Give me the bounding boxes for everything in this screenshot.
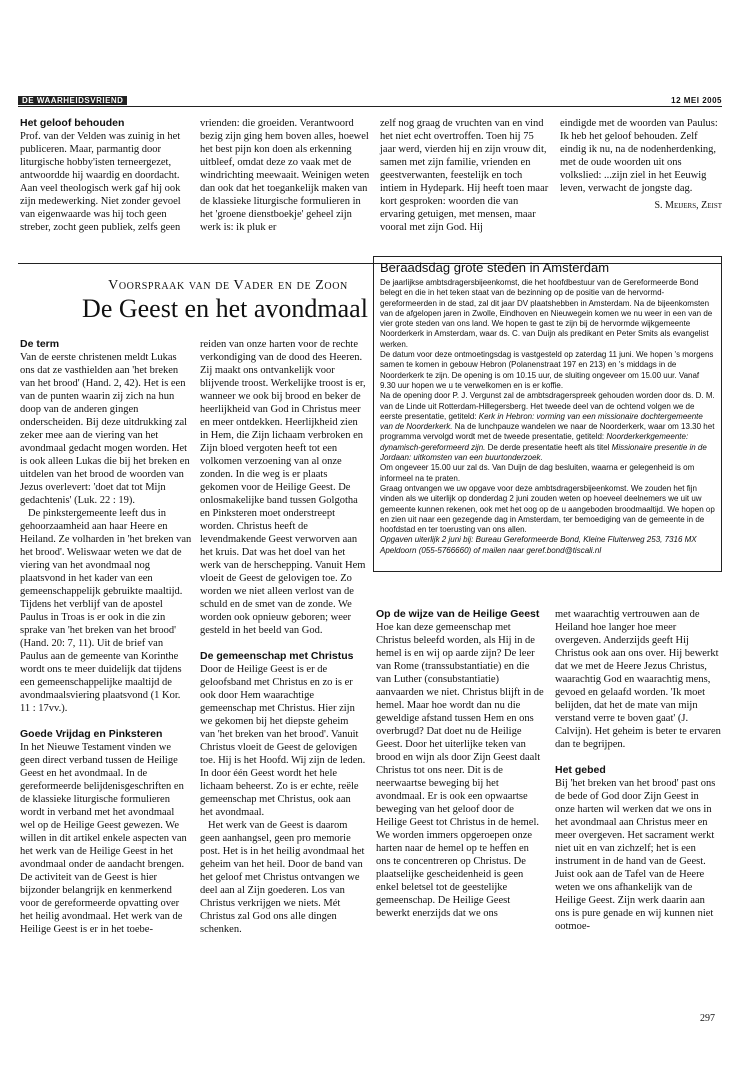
publication-name: DE WAARHEIDSVRIEND: [18, 96, 127, 105]
page-number: 297: [700, 1013, 715, 1024]
running-header: [18, 96, 722, 107]
paragraph: reiden van onze harten voor de rechte verkondiging van de dood des Heeren. Zij maakt ons ontvankelijk voor blijvende troost. Werkelijke troost is er, wanneer we ook bij brood en beker de heerlijkheid van God in Christus meer en meer ontdekken. Heerlijkheid zien in Hem, die Zijn lichaam verbroken en Zijn bloed vergoten heeft tot een volkomen verzoening van al onze zonden. In die weg is er plaats gekomen voor de Heilige Geest. De onlosmakelijke band tussen Golgotha en Pinksteren moet onderstreept worden. Christus heeft de levendmakende Geest verworven aan het kruis. Dat was het doel van het werk van de herschepping. Vanuit Hem vloeit de Geest de gelovigen toe. Zo worden we niet alleen verlost van de schuld en de smet van de zonde. We worden ook opnieuw geboren; weer gesteld in het beeld van God.: [200, 339, 366, 636]
paragraph: Van de eerste christenen meldt Lukas ons dat ze vasthielden aan 'het breken van het brood' (Hand. 2, 42). Het is een van de punten waarin zij zich na hun doop van de anderen gingen onderscheiden. Bij deze uitdrukking zal zeker mee aan de viering van het avondmaal gedacht mogen worden. Het is ook alleen Lukas die bij het breken en uitdelen van het brood de woorden van Jezus overlevert: 'doet dat tot Mijn gedachtenis' (Luk. 22 : 19).: [20, 352, 190, 506]
announcement-paragraph: De jaarlijkse ambtsdragersbijeenkomst, die het hoofdbestuur van de Gereformeerde Bond belegt en die in het teken staat van de bezinning op de positie van de hervormd-gereformeerden in de stad, zal dit jaar DV plaatshebben in Amsterdam. Na de bijeenkomsten van de afgelopen jaren in Zwolle, Eindhoven en Nieuwegein komen we nu weer in een van de vier grote steden van ons land. We hopen te gast te zijn bij de hervormde wijkgemeente Noorderkerk in Amsterdam, waar ds. C. van Duijn als predikant en Peter Smits als evangelist werken.: [380, 278, 713, 349]
article-kicker: Voorspraak van de Vader en de Zoon: [108, 278, 348, 293]
paragraph: Bij 'het breken van het brood' past ons de bede of God door Zijn Geest in onze harten wil werken dat we ons in het avondmaal aan Christus meer en meer overgeven. Het sacrament werkt niet uit en van zichzelf; het is een instrument in de hand van de Geest. Juist ook aan de Tafel van de Heere weten we ons afhankelijk van de Heilige Geest. Zijn werk daarin aan ons is pure genade en wij kunnen niet ootmoe-: [555, 778, 716, 932]
presentation-title: Kerk in Hebron: vorming van een missionaire dochtergemeente van de Noorderkerk.: [380, 411, 703, 432]
article-column-1: [20, 338, 192, 936]
top-article-text-1: Prof. van der Velden was zuinig in het publiceren. Maar, parmantig door liturgische hobby'isten terneergezet, antwoordde hij waardig en doordacht. Aan veel theologisch werk gaf hij ook zijn medewerking. Niet zonder gevoel van eigenwaarde was hij toch geen streber, zocht geen publiek, zelfs geen: [20, 131, 181, 233]
article-column-2: [200, 338, 366, 936]
announcement-paragraph: [380, 391, 715, 463]
announcement-paragraph: Graag ontvangen we uw opgave voor deze ambtsdragersbijeenkomst. We zouden het fijn vinden als we uiterlijk op donderdag 2 juni zouden weten op hoeveel deelnemers we uit uw gemeente kunnen rekenen, ook met het oog op de u aangeboden broodmaaltijd. We hopen op en zien uit naar een gezegende dag in Amsterdam, ter bemoediging van de gemeente in de hoofdstad en ter toerusting van ons allen.: [380, 483, 715, 535]
registration-text: Opgaven uiterlijk 2 juni bij: Bureau Gereformeerde Bond, Kleine Fluiterweg 253, 7316 MX Apeldoorn (055-5766660) of mailen naar geref.bond@tiscali.nl: [380, 535, 697, 555]
article-title: De Geest en het avondmaal: [82, 294, 368, 323]
text-run: Na de lunchpauze wandelen we naar de Noorderkerk, waar om 13.30 het programma vervolgd wordt met de tweede presentatie, getiteld:: [380, 422, 715, 442]
author-signature: S. Meijers, Zeist: [654, 200, 722, 211]
text-run: De derde presentatie heeft als titel: [485, 442, 612, 452]
paragraph: Het werk van de Geest is daarom geen aanhangsel, geen pro memorie post. Het is in het heilig avondmaal het geheim van het heil. Door de band van het geloof met Christus ontvangen we deel aan al Zijn goederen. Los van Christus verkrijgen we niets. Mét Christus zal God ons alle dingen schenken.: [200, 820, 365, 935]
top-article-text-4: eindigde met de woorden van Paulus: Ik heb het geloof behouden. Zelf eindig ik nu, na de nodenherdenking, met de oude woorden uit ons volkslied: ...zijn ziel in het Eeuwig leven, verwacht de jongste dag.: [560, 118, 718, 194]
section-heading: Goede Vrijdag en Pinksteren: [20, 728, 163, 740]
section-heading: Op de wijze van de Heilige Geest: [376, 608, 540, 620]
presentation-title: Missionaire presentie in de Jordaan: uitkomsten van een buurtonderzoek.: [380, 442, 707, 463]
announcement-paragraph: Om ongeveer 15.00 uur zal ds. Van Duijn de dag besluiten, waarna er gelegenheid is om informeel na te praten.: [380, 463, 695, 483]
paragraph: met waarachtig vertrouwen aan de Heiland hoe langer hoe meer overgeven. Anderzijds geeft Hij Christus ook aan ons over. Hij bewerkt dat we met de Heere Jezus Christus, waarachtig God en waarachtig mens, gevoed en gelaafd worden. 'Ik moet belijden, dat het de mate van mijn verstand verre te boven gaat' (J. Calvijn). Het geheim is beter te ervaren dan te begrijpen.: [555, 609, 721, 750]
text-run: Na de opening door P. J. Vergunst zal de ambtsdragerspreek gehouden worden door ds. D. M. van de Linde uit Rotterdam-Hillegersberg. Het tweede deel van de ochtend volgen we de eerste presentatie, getiteld:: [380, 391, 715, 421]
registration-info: [380, 535, 715, 556]
top-article-text-2: vrienden: die groeiden. Verantwoord bezig zijn ging hem boven alles, hoewel het best pijn kon doen als erkenning uitbleef, omdat deze zo vaak met de windrichting meewaait. Weinigen weten dan ook dat het toegankelijk maken van de klassieke liturgische formulieren in het 'groene dienstboekje' geheel zijn werk is: ik pluk er: [200, 118, 370, 233]
article-column-3: [376, 608, 544, 920]
section-heading: De term: [20, 338, 60, 350]
top-article-column-2: [200, 117, 370, 234]
announcement-title: Beraadsdag grote steden in Amsterdam: [380, 260, 610, 275]
paragraph: Door de Heilige Geest is er de geloofsband met Christus en zo is er ook door Hem waarachtige gemeenschap met Christus. Hier zijn we gekomen bij het diepste geheim van 'het breken van het brood'. Vanuit Christus vloeit de Geest de gelovigen toe. Hij is het Hoofd. Wij zijn de leden. In door één Geest wordt het hele lichaam beheerst. Zo is er echte, reële gemeenschap met Christus, ook aan het avondmaal.: [200, 664, 366, 818]
top-article-heading: Het geloof behouden: [20, 117, 125, 129]
paragraph: De pinkstergemeente leeft dus in gehoorzaamheid aan haar Heere en Heiland. Ze volharden in 'het breken van het brood'. Weliswaar weten we dat de viering van het avondmaal nog plaatsvond in het kader van een gemeenschappelijk gebruikte maaltijd. Tijdens het verblijf van de apostel Paulus in Troas is er ook in die zin sprake van 'het breken van het brood' (Hand. 20: 7, 11). Uit de brief van Paulus aan de gemeente van Korinthe wordt ons te meer duidelijk dat tijdens een gemeenschappelijke maaltijd de avondmaalsviering plaatsvond (1 Kor. 11 : 17vv.).: [20, 508, 192, 714]
top-article-column-3: [380, 117, 550, 234]
presentation-title: Noorderkerkgemeente: dynamisch-gereformeerd zijn.: [380, 432, 689, 452]
paragraph: In het Nieuwe Testament vinden we geen direct verband tussen de Heilige Geest en het avondmaal. In de gereformeerde belijdenisgeschriften en de klassieke liturgische formulieren wordt in verband met het avondmaal wel op de Heilige Geest gewezen. We willen in dit artikel enkele aspecten van het werk van de Heilige Geest in het avondmaal onder de aandacht brengen. De activiteit van de Geest is hier bijzonder belangrijk en kenmerkend voor de gereformeerde opvatting over het heilig avondmaal. Het werk van de Heilige Geest is er in het toebe-: [20, 742, 187, 935]
section-heading: De gemeenschap met Christus: [200, 650, 354, 662]
article-column-4: [555, 608, 721, 933]
paragraph: Hoe kan deze gemeenschap met Christus beleefd worden, als Hij in de hemel is en wij op aarde zijn? De leer van Rome (transsubstantiatie) en die van Luther (consubstantiatie) aanvaarden we niet. Christus blijft in de hemel. Maar hoe wordt dan nu die geweldige afstand tussen Hem en ons overbrugd? Dat doet nu de Heilige Geest. Door het uiterlijke teken van brood en wijn als door Zijn Geest daalt Christus tot ons neer. Dit is de neerwaartse beweging bij het avondmaal. Er is ook een opwaartse beweging van het geloof door de Heilige Geest tot Christus in de hemel. We worden immers opgeroepen onze harten naar de hemel op te heffen en ons te concentreren op Christus. De plaatselijke gescheidenheid is geen enkel beletsel tot de geestelijke gemeenschap. De Heilige Geest bewerkt enerzijds dat we ons: [376, 622, 544, 919]
announcement-paragraph: De datum voor deze ontmoetingsdag is vastgesteld op zaterdag 11 juni. We hopen 's morgens samen te komen in gebouw Hebron (Polanenstraat 197 en 213) en 's middags in de Noorderkerk te zijn. De opening is om 10.15 uur, de sluiting ongeveer om 15.00 uur. Vanaf 9.30 uur hopen we u te verwelkomen en is er koffie.: [380, 350, 714, 390]
top-article-text-3: zelf nog graag de vruchten van en vind het niet echt overtroffen. Toen hij 75 jaar werd, vierden hij en zijn vrouw dit, samen met zijn familie, vrienden en geestverwanten, feestelijk en toch intiem in Hydepark. Hij heeft toen maar kort gesproken: woorden die van ervaring getuigen, met mensen, maar vooral met zijn God. Hij: [380, 118, 549, 233]
issue-date: 12 MEI 2005: [671, 96, 722, 105]
top-article-column-1: [20, 117, 190, 234]
announcement-box: [373, 256, 722, 572]
section-heading: Het gebed: [555, 764, 606, 776]
top-article-column-4: [560, 117, 722, 212]
